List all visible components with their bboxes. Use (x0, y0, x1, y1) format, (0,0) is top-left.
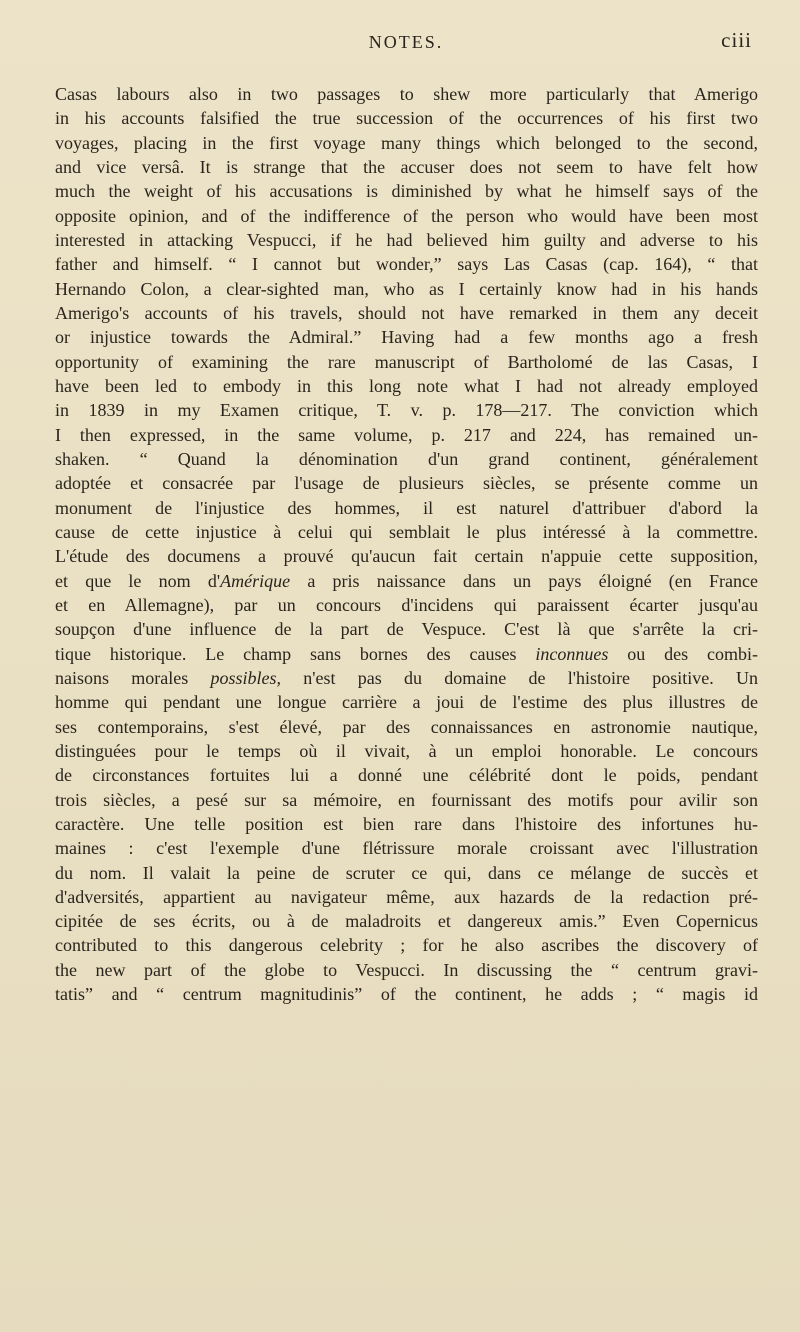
text-line (55, 82, 758, 106)
text-line (55, 788, 758, 812)
text-span: d'adversités, appartient au navigateur même, aux hazards de la redaction pré- (55, 886, 758, 907)
text-line (55, 666, 758, 690)
text-line (55, 909, 758, 933)
text-line (55, 131, 758, 155)
text-line (55, 471, 758, 495)
text-span: Casas labours also in two passages to shew more particularly that Amerigo (55, 84, 758, 104)
text-span: I then expressed, in the same volume, p. 217 and 224, has remained un- (55, 424, 758, 445)
text-span: tatis” and “ centrum magnitudinis” of the continent, he adds ; “ magis id (55, 984, 758, 1005)
text-line (55, 642, 758, 666)
text-span: trois siècles, a pesé sur sa mémoire, en fournissant des motifs pour avilir son (55, 789, 758, 810)
text-line (55, 325, 758, 349)
text-line (55, 398, 758, 422)
text-span: homme qui pendant une longue carrière a joui de l'estime des plus illustres de (55, 692, 758, 713)
text-span: caractère. Une telle position est bien rare dans l'histoire des infortunes hu- (55, 813, 758, 834)
text-line (55, 252, 758, 276)
note-body-text (55, 82, 758, 1006)
text-span: n'est pas du domaine de l'histoire positive. Un (281, 667, 758, 688)
text-span: or injustice towards the Admiral.” Having had a few months ago a fresh (55, 327, 758, 348)
text-span: et en Allemagne), par un concours d'incidens qui paraissent écarter jusqu'au (55, 594, 758, 615)
text-span: Hernando Colon, a clear-sighted man, who as I certainly know had in his hands (55, 278, 758, 299)
text-line (55, 228, 758, 252)
text-line (55, 544, 758, 568)
page-header (52, 24, 760, 64)
text-span: in his accounts falsified the true succession of the occurrences of his first two (55, 108, 758, 129)
text-span: in 1839 in my Examen critique, T. v. p. 178—217. The conviction which (55, 400, 758, 421)
text-span: interested in attacking Vespucci, if he had believed him guilty and adverse to his (55, 229, 758, 250)
italic-text-span: inconnues (535, 643, 609, 664)
text-line (55, 155, 758, 179)
text-line (55, 715, 758, 739)
running-head: NOTES. (368, 32, 444, 52)
text-span: cause de cette injustice à celui qui semblait le plus intéressé à la commettre. (55, 521, 758, 542)
text-span: de circonstances fortuites lui a donné une célébrité dont le poids, pendant (55, 765, 758, 786)
text-line (55, 569, 758, 593)
text-line (55, 861, 758, 885)
text-line (55, 374, 758, 398)
italic-text-span: possibles, (210, 667, 282, 688)
text-line (55, 496, 758, 520)
text-span: monument de l'injustice des hommes, il est naturel d'attribuer d'abord la (55, 497, 758, 518)
text-span: have been led to embody in this long note what I had not already employed (55, 375, 758, 396)
text-line (55, 958, 758, 982)
text-span: naisons morales (55, 667, 211, 688)
italic-text-span: Amérique (220, 570, 291, 591)
text-line (55, 982, 758, 1006)
text-span: du nom. Il valait la peine de scruter ce qui, dans ce mélange de succès et (55, 862, 758, 883)
text-span: cipitée de ses écrits, ou à de maladroits et dangereux amis.” Even Copernicus (55, 911, 758, 932)
text-line (55, 179, 758, 203)
text-line (55, 106, 758, 130)
text-line (55, 520, 758, 544)
text-line (55, 933, 758, 957)
text-span: opportunity of examining the rare manuscript of Bartholomé de las Casas, I (55, 351, 758, 372)
text-span: et que le nom d' (55, 570, 221, 591)
text-span: ou des combi- (608, 643, 758, 664)
text-span: maines : c'est l'exemple d'une flétrissure morale croissant avec l'illustration (55, 838, 758, 859)
text-span: voyages, placing in the first voyage many things which belonged to the second, (55, 132, 758, 153)
text-span: the new part of the globe to Vespucci. In discussing the “ centrum gravi- (55, 959, 758, 980)
text-line (55, 763, 758, 787)
text-line (55, 885, 758, 909)
text-span: distinguées pour le temps où il vivait, à un emploi honorable. Le concours (55, 740, 758, 761)
text-span: father and himself. “ I cannot but wonder,” says Las Casas (cap. 164), “ that (55, 254, 758, 275)
text-line (55, 301, 758, 325)
text-line (55, 204, 758, 228)
text-line (55, 593, 758, 617)
text-span: tique historique. Le champ sans bornes des causes (55, 643, 536, 664)
text-line (55, 277, 758, 301)
text-line (55, 617, 758, 641)
text-span: contributed to this dangerous celebrity ; for he also ascribes the discovery of (55, 935, 758, 956)
text-line (55, 812, 758, 836)
text-span: and vice versâ. It is strange that the accuser does not seem to have felt how (55, 156, 758, 177)
text-span: much the weight of his accusations is diminished by what he himself says of the (55, 181, 758, 202)
text-span: adoptée et consacrée par l'usage de plusieurs siècles, se présente comme un (55, 473, 758, 494)
text-span: Amerigo's accounts of his travels, should not have remarked in them any deceit (55, 302, 758, 323)
text-line (55, 690, 758, 714)
text-span: ses contemporains, s'est élevé, par des connaissances en astronomie nautique, (55, 716, 758, 737)
text-line (55, 350, 758, 374)
text-line (55, 836, 758, 860)
text-line (55, 423, 758, 447)
text-span: a pris naissance dans un pays éloigné (en France (290, 570, 758, 591)
text-line (55, 739, 758, 763)
text-span: opposite opinion, and of the indifference of the person who would have been most (55, 205, 758, 226)
text-span: L'étude des documens a prouvé qu'aucun fait certain n'appuie cette supposition, (55, 546, 758, 567)
text-span: shaken. “ Quand la dénomination d'un grand continent, généralement (55, 448, 758, 469)
text-span: soupçon d'une influence de la part de Vespuce. C'est là que s'arrête la cri- (55, 619, 758, 640)
text-line (55, 447, 758, 471)
page-number: ciii (721, 28, 752, 52)
